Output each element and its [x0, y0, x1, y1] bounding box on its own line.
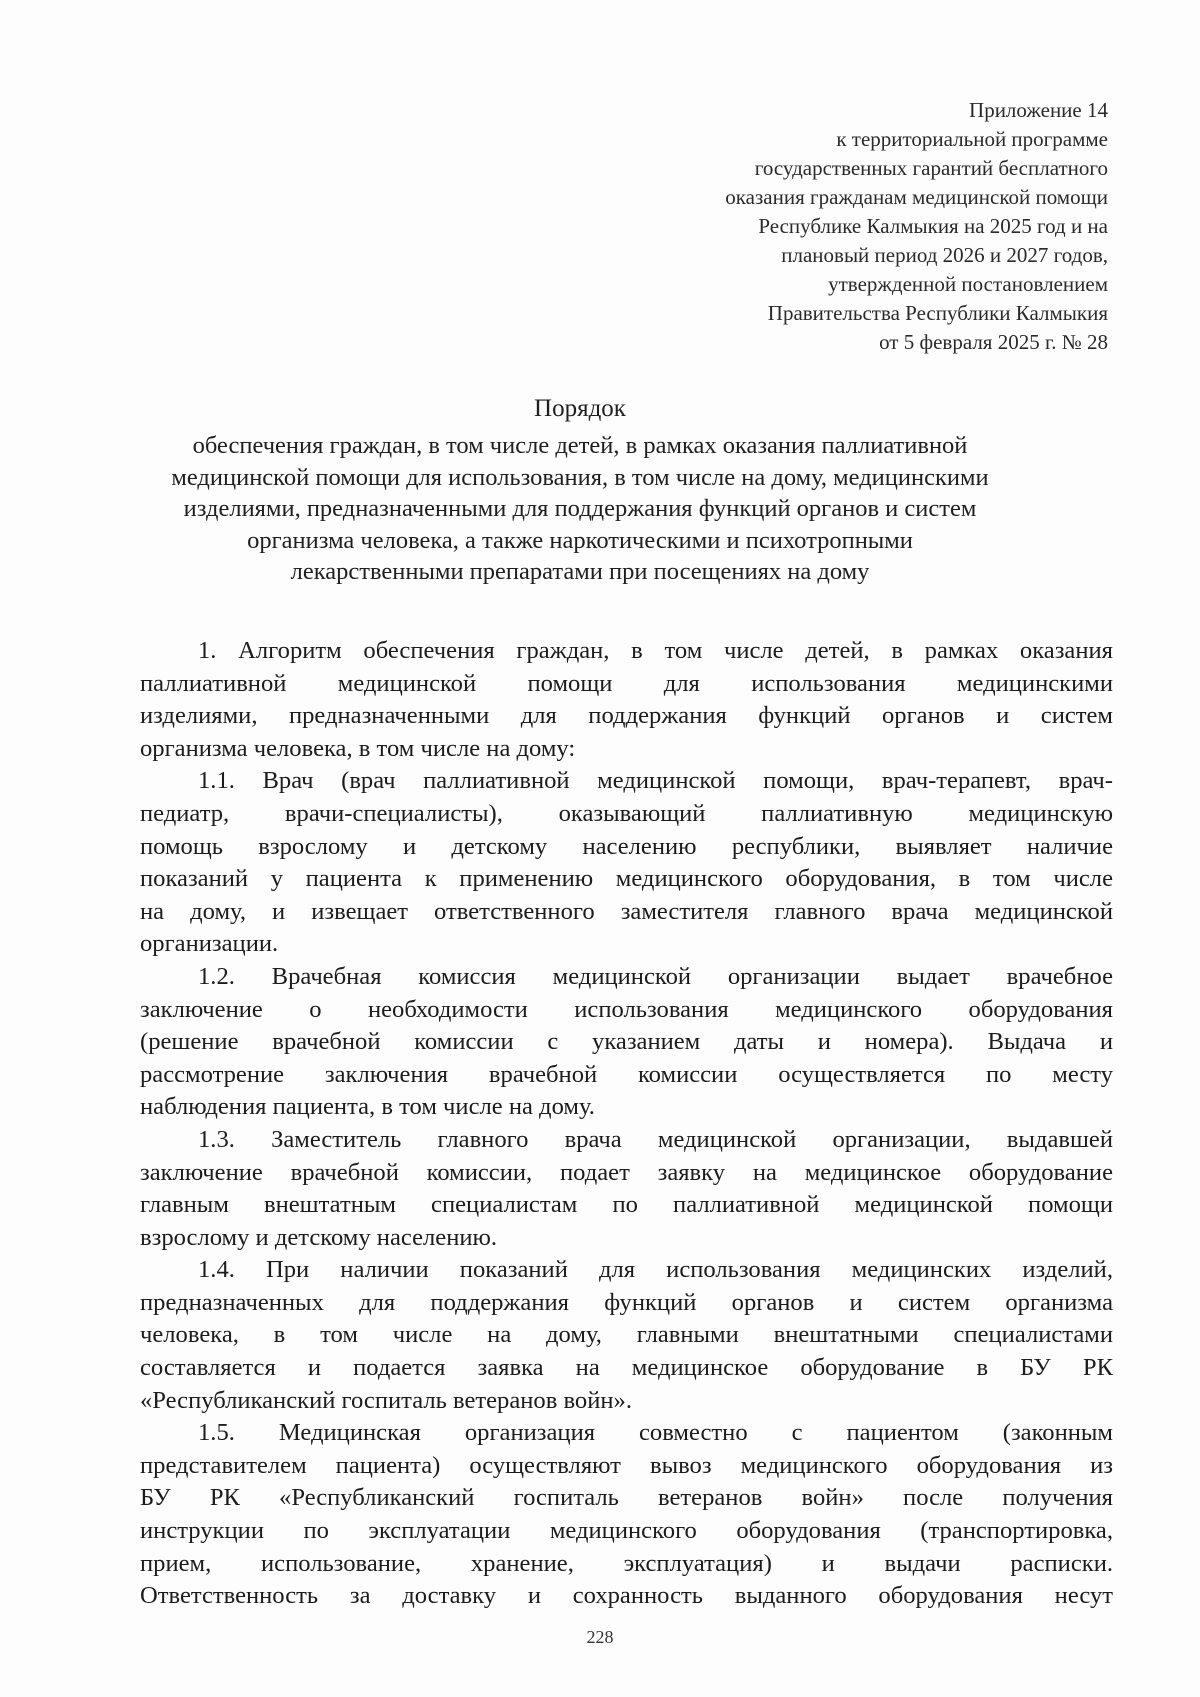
appendix-line: от 5 февраля 2025 г. № 28	[879, 330, 1108, 354]
paragraph-line: организации.	[140, 930, 279, 958]
subtitle-line: обеспечения граждан, в том числе детей, в рамках оказания паллиативной	[192, 432, 968, 459]
paragraph-line: главным внештатным специалистам по паллиативной медицинской помощи	[140, 1191, 1113, 1219]
paragraph-line: прием, использование, хранение, эксплуатация) и выдачи расписки.	[140, 1549, 1113, 1577]
paragraph-line: заключение врачебной комиссии, подает заявку на медицинское оборудование	[140, 1158, 1113, 1186]
paragraph-line: педиатр, врачи-специалисты), оказывающий паллиативную медицинскую	[140, 799, 1113, 827]
paragraph-line: составляется и подается заявка на медицинское оборудование в БУ РК	[140, 1354, 1113, 1382]
appendix-line: государственных гарантий бесплатного	[754, 156, 1108, 180]
appendix-line: плановый период 2026 и 2027 годов,	[781, 243, 1108, 267]
paragraph-line: помощь взрослому и детскому населению республики, выявляет наличие	[140, 832, 1113, 860]
appendix-line: Правительства Республики Калмыкия	[767, 301, 1108, 325]
paragraph-line: 1.5. Медицинская организация совместно с пациентом (законным	[198, 1419, 1113, 1447]
paragraph-line: «Республиканский госпиталь ветеранов войн».	[140, 1386, 632, 1414]
document-subtitle	[130, 430, 1030, 588]
paragraph-line: Ответственность за доставку и сохранность выданного оборудования несут	[140, 1582, 1113, 1610]
paragraph-line: 1.1. Врач (врач паллиативной медицинской помощи, врач-терапевт, врач-	[198, 767, 1113, 795]
subtitle-line: изделиями, предназначенными для поддержания функций органов и систем	[183, 495, 977, 522]
paragraph-line: на дому, и извещает ответственного заместителя главного врача медицинской	[140, 897, 1113, 925]
paragraph-line: (решение врачебной комиссии с указанием даты и номера). Выдача и	[140, 1028, 1113, 1056]
paragraph-line: предназначенных для поддержания функций органов и систем организма	[140, 1288, 1113, 1316]
appendix-line: к территориальной программе	[836, 127, 1108, 151]
paragraph-line: рассмотрение заключения врачебной комиссии осуществляется по месту	[140, 1060, 1113, 1088]
appendix-header	[548, 96, 1108, 357]
paragraph-line: организма человека, в том числе на дому:	[140, 734, 576, 762]
paragraph-line: 1.2. Врачебная комиссия медицинской организации выдает врачебное	[198, 962, 1113, 990]
paragraph-line: изделиями, предназначенными для поддержания функций органов и систем	[140, 702, 1113, 730]
paragraph-line: человека, в том числе на дому, главными внештатными специалистами	[140, 1321, 1113, 1349]
paragraph-line: 1.3. Заместитель главного врача медицинской организации, выдавшей	[198, 1125, 1113, 1153]
paragraph-line: показаний у пациента к применению медицинского оборудования, в том числе	[140, 865, 1113, 893]
appendix-line: Приложение 14	[969, 98, 1108, 122]
subtitle-line: лекарственными препаратами при посещениях на дому	[290, 558, 870, 585]
appendix-line: утвержденной постановлением	[828, 272, 1108, 296]
appendix-line: оказания гражданам медицинской помощи	[725, 185, 1108, 209]
paragraph-line: представителем пациента) осуществляют вывоз медицинского оборудования из	[140, 1451, 1113, 1479]
page-number: 228	[586, 1627, 614, 1647]
paragraph-line: 1.4. При наличии показаний для использования медицинских изделий,	[198, 1256, 1113, 1284]
document-body	[140, 635, 1113, 1613]
subtitle-line: организма человека, а также наркотическими и психотропными	[247, 526, 913, 554]
subtitle-line: медицинской помощи для использования, в том числе на дому, медицинскими	[171, 463, 989, 491]
paragraph-line: БУ РК «Республиканский госпиталь ветеранов войн» после получения	[140, 1484, 1113, 1512]
appendix-line: Республике Калмыкия на 2025 год и на	[758, 214, 1108, 238]
paragraph-line: паллиативной медицинской помощи для использования медицинскими	[140, 669, 1113, 697]
paragraph-line: наблюдения пациента, в том числе на дому.	[140, 1093, 595, 1121]
document-title: Порядок	[534, 395, 626, 422]
paragraph-line: заключение о необходимости использования медицинского оборудования	[140, 995, 1113, 1023]
paragraph-line: 1. Алгоритм обеспечения граждан, в том числе детей, в рамках оказания	[198, 637, 1113, 664]
paragraph-line: инструкции по эксплуатации медицинского оборудования (транспортировка,	[140, 1517, 1113, 1545]
paragraph-line: взрослому и детскому населению.	[140, 1223, 498, 1251]
